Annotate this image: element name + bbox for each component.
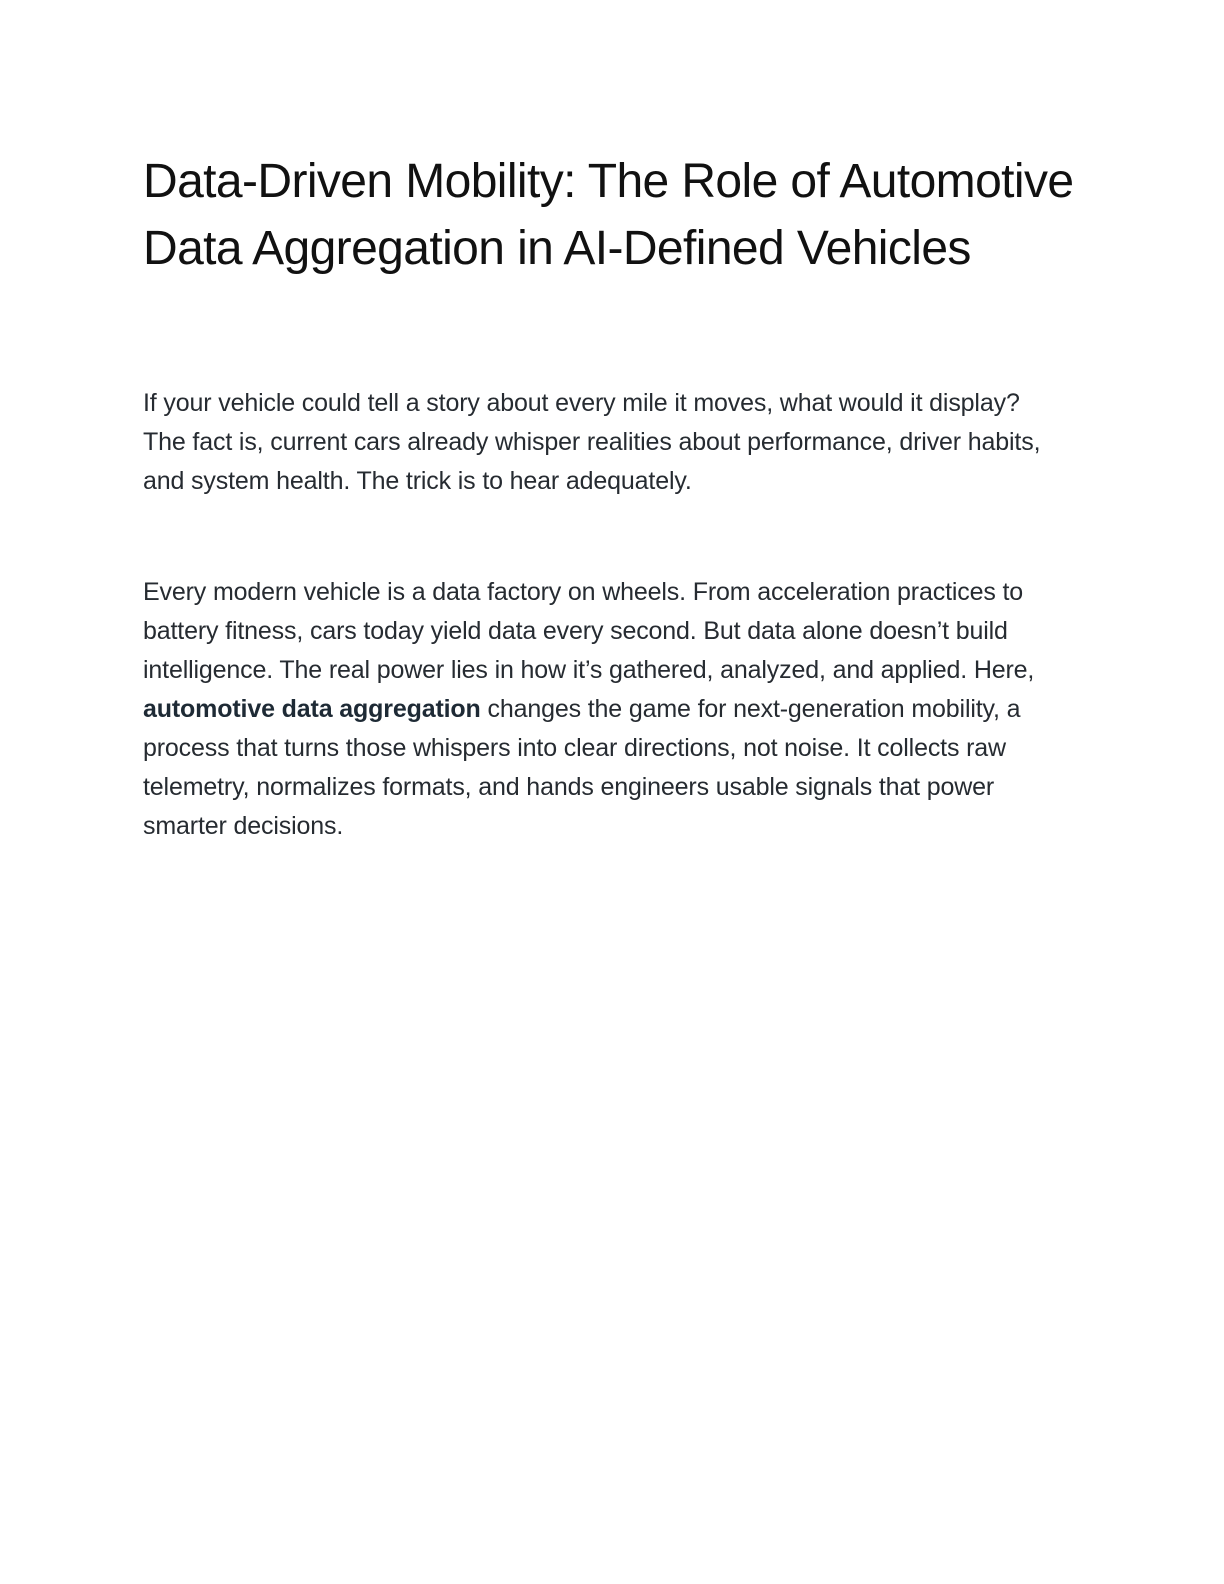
document-page: [143, 148, 1083, 846]
body-paragraph-text-after: changes the game for next-generation mobility, a process that turns those whispers into clear directions, not noise. It collects raw telemetry, normalizes formats, and hands engineers usable signals that power smarter decisions.: [143, 695, 1021, 840]
intro-paragraph: If your vehicle could tell a story about every mile it moves, what would it display? The fact is, current cars already whisper realities about performance, driver habits, and system health. The trick is to hear adequately.: [143, 389, 1041, 495]
highlighted-keyword: automotive data aggregation: [143, 695, 481, 723]
body-paragraph-text-before: Every modern vehicle is a data factory on wheels. From acceleration practices to battery fitness, cars today yield data every second. But data alone doesn’t build intelligence. The real power lies in how it’s gathered, analyzed, and applied. Here,: [143, 578, 1035, 684]
document-title: Data-Driven Mobility: The Role of Automotive Data Aggregation in AI-Defined Vehicles: [143, 155, 1074, 275]
body-paragraph: [143, 573, 1078, 846]
